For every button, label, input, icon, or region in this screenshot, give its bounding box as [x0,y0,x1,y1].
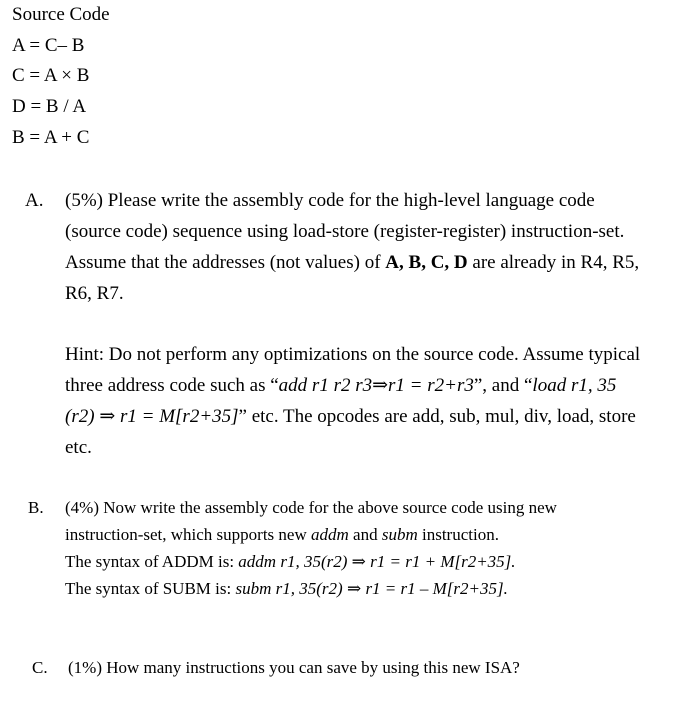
subm-syntax-pre: The syntax of SUBM is: [65,579,236,598]
question-b-line-2-post: instruction. [417,525,499,544]
hint-load-equation: r1 = M[r2+35] [119,406,239,427]
subm-syntax-line [65,578,508,600]
question-a-line-3-post: are already in R4, R5, [467,252,640,273]
question-c-line-1: (1%) How many instructions you can save by using this new ISA? [68,658,520,677]
addm-instruction: addm [311,525,349,544]
source-code-title: Source Code [12,4,110,25]
question-a-line-4: R6, R7. [65,283,124,304]
subm-implies-arrow: ⇒ [346,579,362,598]
hint-line-2-mid: ”, and “ [473,375,533,396]
hint-add-equation: r1 = r2+r3 [388,375,474,396]
subm-instruction: subm [381,525,418,544]
question-b-label: B. [28,498,44,517]
hint-line-2-pre: three address code such as “ [65,375,279,396]
hint-line-3-post: ” etc. The opcodes are add, sub, mul, div, load, store [238,406,636,427]
hint-line-2 [65,375,616,397]
source-line-1: A = C– B [12,35,85,56]
hint-line-1: Hint: Do not perform any optimizations on the source code. Assume typical [65,344,641,365]
hint-load-operand: (r2) [65,406,100,427]
hint-add-example: add r1 r2 r3 [278,375,373,396]
hint-implies-arrow-2: ⇒ [99,406,116,427]
addm-syntax-code: addm r1, 35(r2) [238,552,352,571]
addm-syntax-pre: The syntax of ADDM is: [65,552,239,571]
hint-implies-arrow: ⇒ [372,375,389,396]
source-line-4: B = A + C [12,127,90,148]
source-line-2: C = A × B [12,65,90,86]
question-a-line-3 [65,252,639,274]
question-b-line-2-mid: and [348,525,382,544]
hint-line-4: etc. [65,437,92,458]
subm-syntax-equation: r1 = r1 – M[r2+35]. [365,579,508,598]
hint-load-example: load r1, 35 [532,375,617,396]
hint-line-3 [65,406,636,428]
question-c-label: C. [32,658,48,677]
subm-syntax-code: subm r1, 35(r2) [235,579,347,598]
source-line-3: D = B / A [12,96,87,117]
question-a-line-2: (source code) sequence using load-store (register-register) instruction-set. [65,221,625,242]
addm-syntax-equation: r1 = r1 + M[r2+35]. [370,552,516,571]
question-a-registers: A, B, C, D [385,252,468,273]
addm-implies-arrow: ⇒ [351,552,366,571]
question-a-label: A. [25,190,44,211]
addm-syntax-line [65,551,516,573]
question-b-line-2 [65,524,499,546]
question-a-line-1: (5%) Please write the assembly code for the high-level language code [65,190,595,211]
question-a-line-3-pre: Assume that the addresses (not values) of [65,252,386,273]
question-b-line-2-pre: instruction-set, which supports new [65,525,311,544]
question-b-line-1: (4%) Now write the assembly code for the above source code using new [65,498,557,517]
